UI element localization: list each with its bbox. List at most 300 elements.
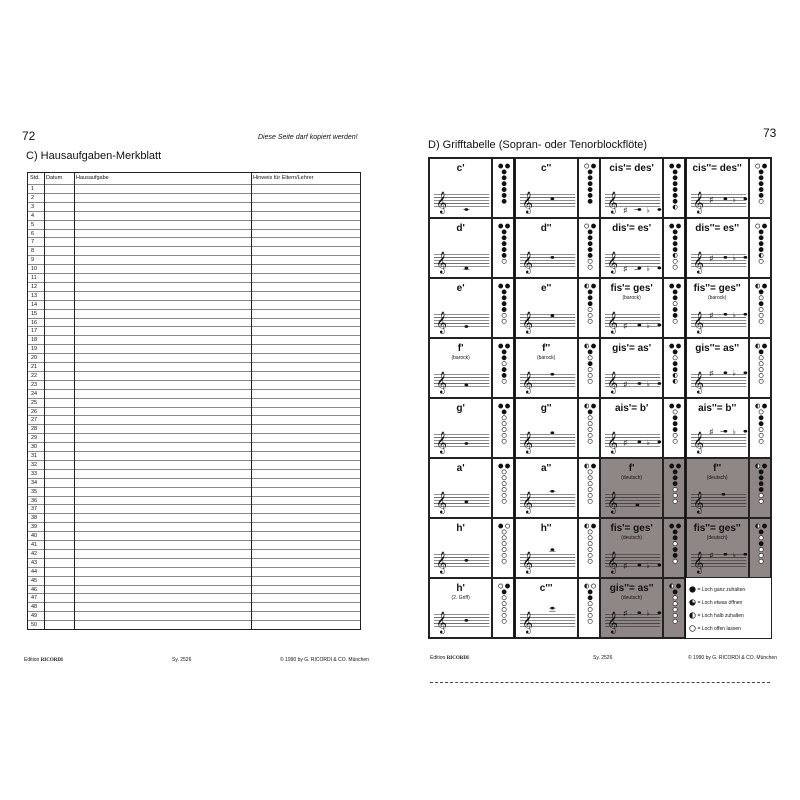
treble-clef-icon: 𝄞 bbox=[692, 312, 704, 334]
page-number-right: 73 bbox=[763, 126, 777, 140]
open-hole-icon bbox=[588, 422, 592, 426]
row-number: 18 bbox=[31, 337, 38, 344]
note-cell bbox=[686, 518, 749, 578]
open-hole-icon bbox=[502, 362, 506, 366]
hole-diagram bbox=[494, 221, 514, 277]
note-head-icon bbox=[637, 267, 641, 270]
table-row bbox=[28, 344, 360, 353]
note-name: fis'= ges' bbox=[610, 523, 653, 534]
open-hole-icon bbox=[673, 559, 677, 563]
staff bbox=[518, 241, 577, 275]
note-head-icon bbox=[743, 371, 747, 374]
open-hole-icon bbox=[588, 613, 592, 617]
flat-icon: ♭ bbox=[731, 194, 736, 204]
closed-hole-icon bbox=[759, 236, 763, 240]
closed-hole-icon bbox=[502, 290, 506, 294]
closed-hole-icon bbox=[759, 242, 763, 246]
closed-hole-icon bbox=[502, 356, 506, 360]
open-hole-icon bbox=[588, 319, 592, 323]
closed-hole-icon bbox=[588, 187, 592, 191]
note-name: d' bbox=[456, 223, 465, 234]
open-hole-icon bbox=[759, 319, 763, 323]
note-head-icon bbox=[743, 430, 747, 433]
note-cell bbox=[600, 398, 663, 458]
closed-hole-icon bbox=[588, 350, 592, 354]
table-row bbox=[28, 593, 360, 602]
open-hole-icon bbox=[673, 596, 677, 600]
open-hole-icon bbox=[759, 439, 763, 443]
note-head-icon bbox=[464, 442, 468, 445]
treble-clef-icon: 𝄞 bbox=[692, 432, 704, 454]
table-row bbox=[28, 282, 360, 291]
note-head-icon bbox=[743, 197, 747, 200]
open-hole-icon bbox=[499, 584, 503, 588]
open-hole-icon bbox=[502, 613, 506, 617]
treble-clef-icon: 𝄞 bbox=[436, 192, 447, 214]
flat-icon: ♭ bbox=[646, 379, 650, 389]
closed-hole-icon bbox=[673, 230, 677, 234]
closed-hole-icon bbox=[762, 404, 766, 408]
hole-diagram bbox=[665, 581, 685, 637]
row-number: 47 bbox=[31, 595, 38, 602]
open-hole-icon bbox=[502, 602, 506, 606]
note-qualifier: (deutsch) bbox=[621, 595, 643, 601]
treble-clef-icon: 𝄞 bbox=[607, 492, 618, 514]
closed-hole-icon bbox=[499, 464, 503, 468]
closed-hole-icon bbox=[588, 590, 592, 594]
closed-hole-icon bbox=[762, 164, 766, 168]
table-row bbox=[28, 353, 360, 362]
open-hole-icon bbox=[588, 530, 592, 534]
note-cell bbox=[686, 398, 749, 458]
table-row bbox=[28, 202, 360, 211]
row-number: 7 bbox=[31, 239, 35, 246]
closed-hole-icon bbox=[762, 224, 766, 228]
hole-diagram bbox=[494, 341, 514, 397]
row-number: 45 bbox=[31, 577, 38, 584]
table-row bbox=[28, 513, 360, 522]
fingering-cell bbox=[749, 158, 771, 218]
open-hole-icon bbox=[502, 547, 506, 551]
closed-hole-icon bbox=[673, 242, 677, 246]
closed-hole-icon bbox=[673, 590, 677, 594]
note-name: h'' bbox=[540, 523, 552, 534]
row-number: 25 bbox=[31, 399, 38, 406]
open-hole-icon bbox=[759, 499, 763, 503]
closed-hole-icon bbox=[759, 350, 763, 354]
treble-clef-icon: 𝄞 bbox=[436, 552, 447, 574]
note-name: f'' bbox=[542, 343, 551, 354]
open-hole-icon bbox=[588, 499, 592, 503]
table-row bbox=[28, 211, 360, 220]
note-cell bbox=[429, 338, 492, 398]
open-hole-icon bbox=[759, 433, 763, 437]
row-number: 17 bbox=[31, 328, 38, 335]
table-row bbox=[28, 478, 360, 487]
closed-hole-icon bbox=[502, 242, 506, 246]
closed-hole-icon bbox=[673, 187, 677, 191]
footer-brand: RICORDI bbox=[40, 658, 63, 663]
table-row bbox=[28, 424, 360, 433]
closed-hole-icon bbox=[588, 230, 592, 234]
note-head-icon bbox=[723, 371, 727, 374]
legend-item bbox=[689, 625, 741, 632]
row-number: 43 bbox=[31, 559, 38, 566]
staff bbox=[432, 181, 491, 215]
closed-hole-icon bbox=[759, 187, 763, 191]
fingering-cell bbox=[578, 578, 600, 638]
table-row bbox=[28, 576, 360, 585]
table-row bbox=[28, 193, 360, 202]
treble-clef-icon: 𝄞 bbox=[692, 192, 704, 214]
row-number: 36 bbox=[31, 497, 38, 504]
closed-hole-icon bbox=[506, 164, 510, 168]
note-qualifier: (deutsch) bbox=[621, 535, 643, 541]
hole-diagram bbox=[580, 161, 600, 217]
table-header bbox=[28, 173, 360, 184]
table-row bbox=[28, 273, 360, 282]
row-number: 21 bbox=[31, 364, 38, 370]
closed-hole-icon bbox=[502, 247, 506, 251]
closed-hole-icon bbox=[759, 416, 763, 420]
note-head-icon bbox=[464, 384, 468, 387]
sharp-icon: ♯ bbox=[708, 253, 713, 263]
copy-note: Diese Seite darf kopiert werden! bbox=[258, 134, 358, 141]
open-hole-icon bbox=[759, 313, 763, 317]
table-row bbox=[28, 504, 360, 513]
staff bbox=[689, 181, 748, 215]
closed-hole-icon bbox=[588, 247, 592, 251]
open-hole-icon bbox=[673, 493, 677, 497]
open-hole-icon bbox=[673, 319, 677, 323]
note-cell bbox=[429, 158, 492, 218]
closed-hole-icon bbox=[588, 596, 592, 600]
note-head-icon bbox=[657, 611, 661, 614]
partial-hole-icon bbox=[689, 599, 696, 606]
open-hole-icon bbox=[759, 410, 763, 414]
closed-hole-icon bbox=[502, 590, 506, 594]
closed-hole-icon bbox=[506, 344, 510, 348]
staff bbox=[432, 601, 491, 635]
closed-hole-icon bbox=[759, 170, 763, 174]
note-name: f'' bbox=[713, 463, 722, 474]
fingering-cell bbox=[492, 398, 514, 458]
closed-hole-icon bbox=[759, 176, 763, 180]
hole-diagram bbox=[580, 521, 600, 577]
sharp-icon: ♯ bbox=[708, 310, 713, 320]
note-cell bbox=[515, 398, 578, 458]
open-hole-icon bbox=[588, 536, 592, 540]
hole-diagram bbox=[751, 461, 771, 517]
closed-hole-icon bbox=[670, 404, 674, 408]
fingering-cell bbox=[749, 278, 771, 338]
closed-hole-icon bbox=[591, 344, 595, 348]
treble-clef-icon: 𝄞 bbox=[521, 252, 533, 274]
note-head-icon bbox=[635, 504, 639, 507]
treble-clef-icon: 𝄞 bbox=[692, 552, 704, 574]
hole-diagram bbox=[665, 221, 685, 277]
closed-hole-icon bbox=[502, 170, 506, 174]
note-cell bbox=[686, 158, 749, 218]
note-name: cis''= des'' bbox=[692, 163, 742, 174]
note-head-icon bbox=[743, 313, 747, 316]
hole-diagram bbox=[494, 281, 514, 337]
open-hole-icon bbox=[759, 427, 763, 431]
open-hole-icon bbox=[759, 259, 763, 263]
table-row bbox=[28, 433, 360, 442]
row-number: 22 bbox=[31, 372, 38, 379]
note-head-icon bbox=[637, 324, 641, 327]
closed-hole-icon bbox=[506, 404, 510, 408]
open-hole-icon bbox=[588, 427, 592, 431]
row-number: 23 bbox=[31, 381, 38, 388]
table-row bbox=[28, 487, 360, 496]
row-number: 50 bbox=[31, 622, 38, 629]
footer-copyright-right: © 1990 by G. RICORDI & CO. München bbox=[688, 655, 777, 661]
open-hole-icon bbox=[673, 259, 677, 263]
open-hole-icon bbox=[588, 542, 592, 546]
closed-hole-icon bbox=[502, 193, 506, 197]
fingering-cell bbox=[492, 158, 514, 218]
hole-diagram bbox=[580, 581, 600, 637]
open-hole-icon bbox=[759, 536, 763, 540]
table-row bbox=[28, 620, 360, 629]
closed-hole-icon bbox=[677, 584, 681, 588]
column-header: Datum bbox=[46, 175, 63, 181]
row-number: 15 bbox=[31, 310, 38, 317]
open-hole-icon bbox=[759, 367, 763, 371]
open-hole-icon bbox=[673, 499, 677, 503]
staff bbox=[603, 541, 662, 575]
fingering-cell bbox=[663, 218, 685, 278]
open-hole-icon bbox=[588, 607, 592, 611]
closed-hole-icon bbox=[673, 553, 677, 557]
note-qualifier: (barock) bbox=[622, 295, 641, 301]
note-name: a' bbox=[456, 463, 465, 474]
table-row bbox=[28, 611, 360, 620]
treble-clef-icon: 𝄞 bbox=[436, 432, 447, 454]
closed-hole-icon bbox=[588, 170, 592, 174]
row-number: 10 bbox=[31, 266, 38, 273]
hole-diagram bbox=[665, 281, 685, 337]
open-hole-icon bbox=[759, 296, 763, 300]
row-number: 9 bbox=[31, 257, 35, 264]
open-hole-icon bbox=[588, 470, 592, 474]
table-row bbox=[28, 558, 360, 567]
row-number: 13 bbox=[31, 292, 38, 299]
open-hole-icon bbox=[588, 433, 592, 437]
note-head-icon bbox=[657, 324, 661, 327]
staff bbox=[603, 181, 662, 215]
open-hole-icon bbox=[588, 313, 592, 317]
table-row bbox=[28, 567, 360, 576]
open-hole-icon bbox=[588, 367, 592, 371]
open-hole-icon bbox=[502, 493, 506, 497]
note-head-icon bbox=[637, 382, 641, 385]
closed-hole-icon bbox=[502, 230, 506, 234]
closed-hole-icon bbox=[759, 182, 763, 186]
page-edge-line bbox=[430, 682, 770, 683]
closed-hole-icon bbox=[506, 284, 510, 288]
note-cell bbox=[686, 338, 749, 398]
open-hole-icon bbox=[673, 410, 677, 414]
staff bbox=[689, 241, 748, 275]
closed-hole-icon bbox=[502, 253, 506, 257]
table-row bbox=[28, 460, 360, 469]
fingering-cell bbox=[578, 218, 600, 278]
note-name: gis''= as'' bbox=[609, 583, 654, 594]
open-hole-icon bbox=[588, 307, 592, 311]
note-name: h' bbox=[456, 583, 465, 594]
open-hole-icon bbox=[502, 379, 506, 383]
open-hole-icon bbox=[759, 547, 763, 551]
closed-hole-icon bbox=[673, 247, 677, 251]
treble-clef-icon: 𝄞 bbox=[607, 552, 618, 574]
legend-text: = Loch offen lassen bbox=[697, 625, 741, 632]
closed-hole-icon bbox=[502, 367, 506, 371]
footer-code-right: Sy. 2526 bbox=[593, 655, 613, 661]
note-head-icon bbox=[550, 314, 554, 317]
row-number: 44 bbox=[31, 568, 38, 575]
closed-hole-icon bbox=[673, 536, 677, 540]
closed-hole-icon bbox=[502, 410, 506, 414]
row-number: 26 bbox=[31, 408, 38, 415]
note-head-icon bbox=[550, 256, 554, 259]
closed-hole-icon bbox=[762, 524, 766, 528]
staff bbox=[603, 361, 662, 395]
closed-hole-icon bbox=[499, 164, 503, 168]
closed-hole-icon bbox=[673, 170, 677, 174]
hole-diagram bbox=[494, 581, 514, 637]
closed-hole-icon bbox=[673, 470, 677, 474]
treble-clef-icon: 𝄞 bbox=[607, 252, 618, 274]
note-name: h' bbox=[456, 523, 465, 534]
note-name: gis''= as'' bbox=[695, 343, 739, 354]
note-name: f' bbox=[457, 343, 464, 354]
table-row bbox=[28, 469, 360, 478]
sharp-icon: ♯ bbox=[708, 550, 713, 560]
hole-diagram bbox=[580, 401, 600, 457]
closed-hole-icon bbox=[759, 230, 763, 234]
closed-hole-icon bbox=[673, 482, 677, 486]
treble-clef-icon: 𝄞 bbox=[521, 492, 533, 514]
open-hole-icon bbox=[673, 265, 677, 269]
closed-hole-icon bbox=[670, 164, 674, 168]
staff bbox=[518, 301, 577, 335]
staff bbox=[518, 541, 577, 575]
closed-hole-icon bbox=[591, 284, 595, 288]
row-number: 2 bbox=[31, 194, 35, 201]
note-head-icon bbox=[723, 256, 727, 259]
flat-icon: ♭ bbox=[646, 205, 650, 215]
closed-hole-icon bbox=[759, 302, 763, 306]
fingering-cell bbox=[578, 158, 600, 218]
flat-icon: ♭ bbox=[731, 310, 736, 320]
closed-hole-icon bbox=[677, 164, 681, 168]
open-hole-icon bbox=[588, 559, 592, 563]
closed-hole-icon bbox=[759, 530, 763, 534]
note-cell bbox=[429, 398, 492, 458]
open-hole-icon bbox=[673, 613, 677, 617]
open-hole-icon bbox=[673, 602, 677, 606]
note-qualifier: (2. Griff) bbox=[451, 595, 470, 601]
staff bbox=[603, 241, 662, 275]
open-hole-icon bbox=[588, 482, 592, 486]
row-number: 31 bbox=[31, 453, 38, 459]
closed-hole-icon bbox=[673, 236, 677, 240]
note-head-icon bbox=[550, 431, 554, 434]
treble-clef-icon: 𝄞 bbox=[436, 252, 447, 274]
staff bbox=[603, 601, 662, 635]
closed-hole-icon bbox=[591, 224, 595, 228]
fingering-cell bbox=[663, 338, 685, 398]
hole-diagram bbox=[665, 521, 685, 577]
closed-hole-icon bbox=[502, 236, 506, 240]
open-hole-icon bbox=[759, 356, 763, 360]
note-qualifier: (deutsch) bbox=[706, 475, 728, 481]
note-cell bbox=[600, 578, 663, 638]
table-row bbox=[28, 371, 360, 380]
flat-icon: ♭ bbox=[731, 427, 736, 437]
closed-hole-icon bbox=[673, 476, 677, 480]
open-hole-icon bbox=[588, 547, 592, 551]
row-number: 19 bbox=[31, 346, 38, 353]
fingering-cell bbox=[578, 518, 600, 578]
flat-icon: ♭ bbox=[646, 320, 650, 330]
open-hole-icon bbox=[759, 362, 763, 366]
note-head-icon bbox=[464, 267, 468, 270]
open-hole-icon bbox=[502, 416, 506, 420]
hole-diagram bbox=[751, 221, 771, 277]
treble-clef-icon: 𝄞 bbox=[436, 612, 447, 634]
column-divider bbox=[44, 173, 45, 629]
row-number: 27 bbox=[31, 417, 38, 424]
table-row bbox=[28, 255, 360, 264]
row-number: 41 bbox=[31, 542, 38, 548]
row-number: 12 bbox=[31, 283, 38, 290]
note-cell bbox=[429, 278, 492, 338]
note-head-icon bbox=[637, 564, 641, 567]
open-hole-icon bbox=[502, 259, 506, 263]
fingering-cell bbox=[578, 278, 600, 338]
table-row bbox=[28, 540, 360, 549]
open-hole-icon bbox=[759, 199, 763, 203]
treble-clef-icon: 𝄞 bbox=[521, 552, 533, 574]
flat-icon: ♭ bbox=[646, 560, 650, 570]
note-head-icon bbox=[743, 553, 747, 556]
note-head-icon bbox=[637, 611, 641, 614]
treble-clef-icon: 𝄞 bbox=[436, 492, 447, 514]
note-head-icon bbox=[550, 373, 554, 376]
note-cell bbox=[515, 218, 578, 278]
note-qualifier: (deutsch) bbox=[706, 535, 728, 541]
table-row bbox=[28, 318, 360, 327]
fingering-cell bbox=[663, 158, 685, 218]
open-hole-icon bbox=[588, 379, 592, 383]
closed-hole-icon bbox=[502, 350, 506, 354]
open-hole-icon bbox=[588, 439, 592, 443]
note-head-icon bbox=[464, 325, 468, 328]
open-hole-icon bbox=[759, 379, 763, 383]
fingering-cell bbox=[492, 458, 514, 518]
open-hole-icon bbox=[588, 416, 592, 420]
sharp-icon: ♯ bbox=[623, 264, 628, 274]
hole-diagram bbox=[665, 401, 685, 457]
closed-hole-icon bbox=[502, 182, 506, 186]
fingering-cell bbox=[578, 338, 600, 398]
column-header: Hausaufgabe bbox=[76, 175, 109, 181]
open-hole-icon bbox=[759, 373, 763, 377]
